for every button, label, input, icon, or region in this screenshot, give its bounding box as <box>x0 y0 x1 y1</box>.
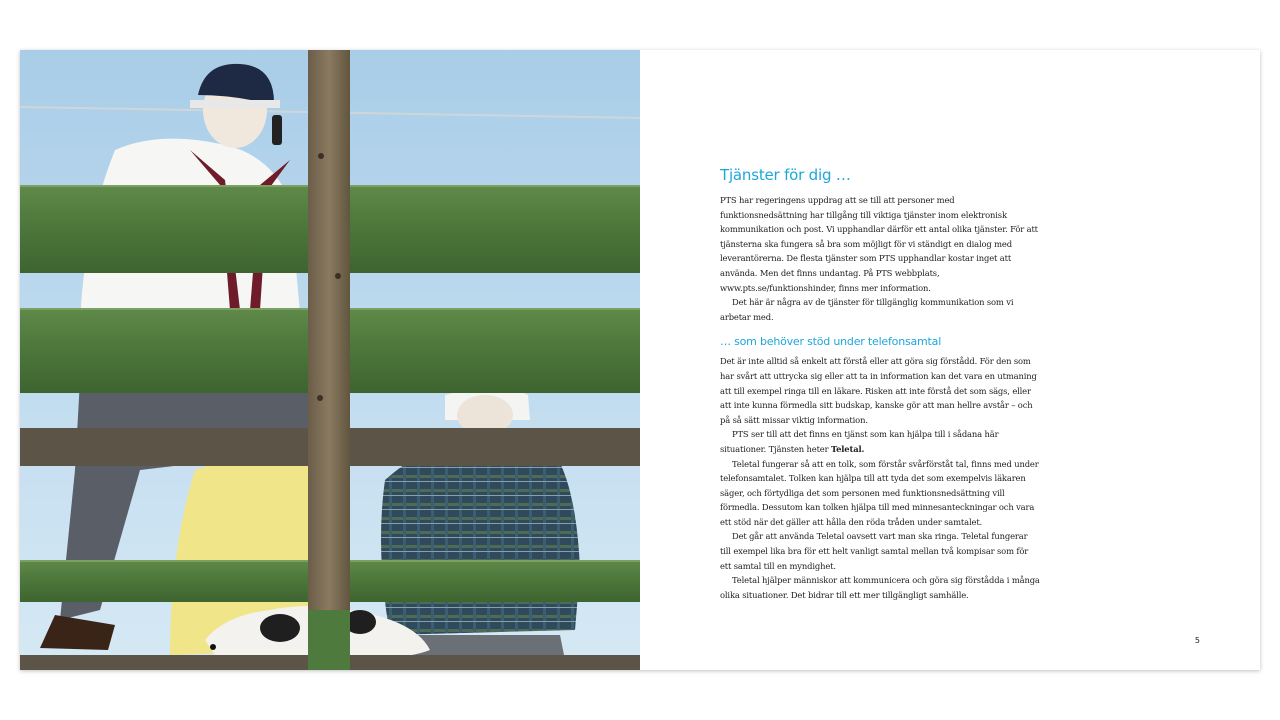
body-paragraph-2-text: PTS ser till att det finns en tjänst som kan hjälpa till i sådana här situationer. Tjänsten heter <box>720 429 999 454</box>
photo-page <box>20 50 640 670</box>
brochure-spread <box>20 50 1260 670</box>
intro-paragraph: PTS har regeringens uppdrag att se till att personer med funktionsnedsättning har tillgång till viktiga tjänster inom elektronisk kommunikation och post. Vi upphandlar därför ett antal olika tjänster. För att tjänsterna ska fungera så bra som möjligt för vi ständigt en dialog med leverantörerna. De flesta tjänster som PTS upphandlar kostar inget att använda. Men det finns undantag. På PTS webbplats, www.pts.se/funktionshinder, finns mer information. <box>720 195 1038 293</box>
body-paragraph-3: Teletal fungerar så att en tolk, som förstår svårförståt tal, finns med under telefonsamtalet. Tolken kan hjälpa till att tyda det som exempelvis läkaren säger, och förtydliga det som personen med funktionsnedsättning vill förmedla. Dessutom kan tolken hjälpa till med minnesanteckningar och vara ett stöd när det gäller att hålla den röda tråden under samtalet. <box>720 458 1039 527</box>
service-name-teletal: Teletal. <box>830 443 865 454</box>
section-heading: Tjänster för dig … <box>720 166 851 184</box>
text-column <box>720 166 1040 602</box>
body-paragraph-5: Teletal hjälper människor att kommunicera och göra sig förstådda i många olika situationer. Det bidrar till ett mer tillgängligt samhälle. <box>720 575 1040 600</box>
body-paragraph-2 <box>720 427 1040 456</box>
body-paragraph-1: Det är inte alltid så enkelt att förstå eller att göra sig förstådd. För den som har svårt att uttrycka sig eller att ta in information kan det vara en utmaning att till exempel ringa till en läkare. Risken att inte förstå det som sägs, eller att inte kunna förmedla sitt budskap, kanske gör att man hellre avstår – och på så sätt missar viktig information. <box>720 356 1037 425</box>
subsection-heading: … som behöver stöd under telefonsamtal <box>720 335 942 349</box>
photo-men-on-fence-with-dog <box>20 50 640 670</box>
body-paragraph-4: Det går att använda Teletal oavsett vart man ska ringa. Teletal fungerar till exempel lika bra för ett helt vanligt samtal mellan två kompisar som för ett samtal till en myndighet. <box>720 531 1029 571</box>
text-page <box>640 50 1260 670</box>
page-number: 5 <box>1194 636 1200 645</box>
intro-paragraph-2: Det här är några av de tjänster för tillgänglig kommunikation som vi arbetar med. <box>720 297 1014 322</box>
